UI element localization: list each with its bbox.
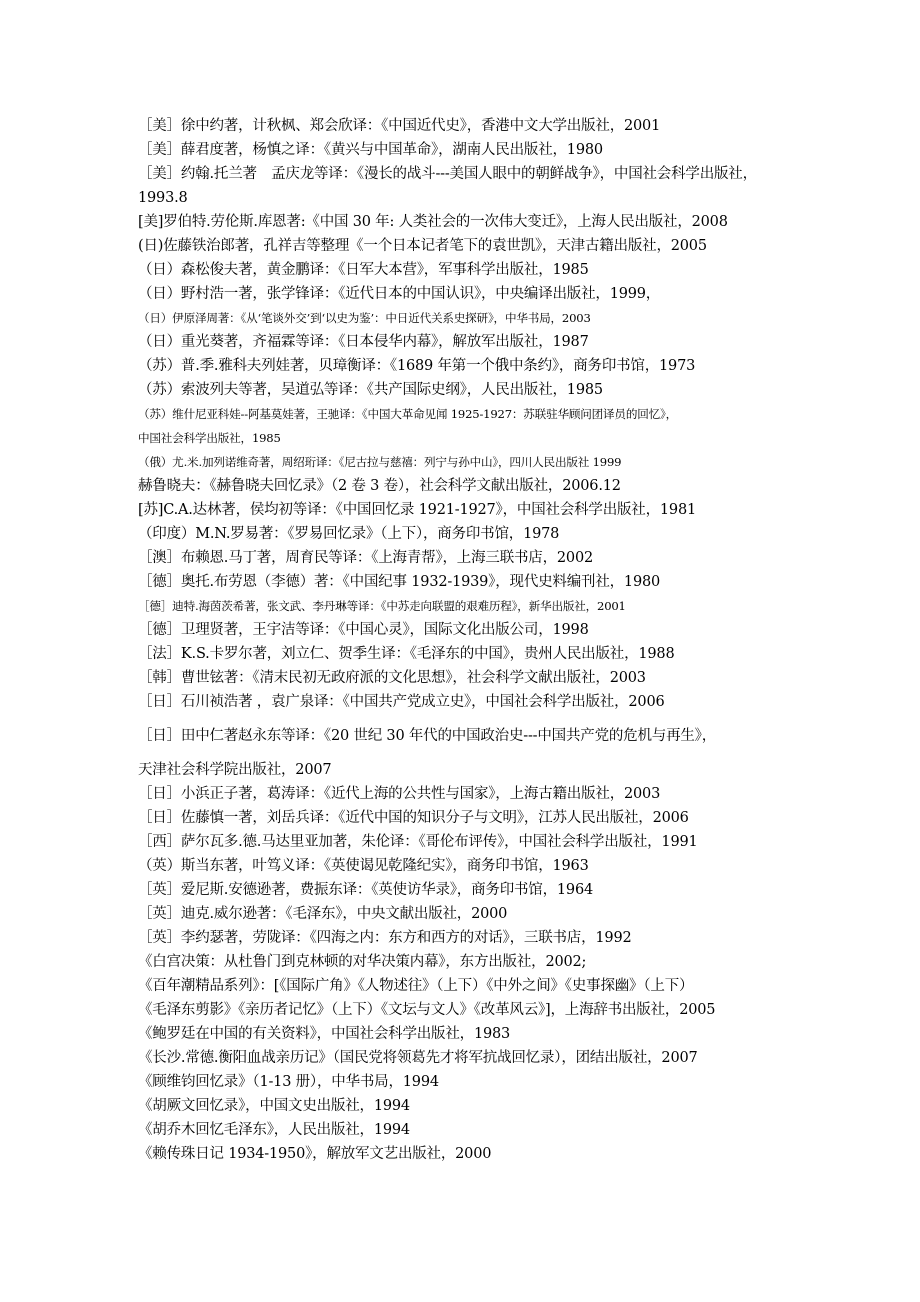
bib-entry: ［德］迪特.海茵茨希著，张文武、李丹琳等译：《中苏走向联盟的艰难历程》，新华出版社，2001 — [138, 599, 626, 613]
bib-entry: 《长沙.常德.衡阳血战亲历记》（国民党将领葛先才将军抗战回忆录），团结出版社，2007 — [138, 1050, 698, 1066]
bib-entry: [美]罗伯特.劳伦斯.库恩著:《中国 30 年: 人类社会的一次伟大变迁》，上海人民出版社，2008 — [138, 214, 728, 230]
bib-entry: ［德］奥托.布劳恩（李德）著：《中国纪事 1932-1939》，现代史料编刊社，1980 — [138, 574, 661, 590]
bib-entry: ［英］李约瑟著，劳陇译：《四海之内：东方和西方的对话》，三联书店，1992 — [138, 930, 632, 946]
bib-entry: （苏）维什尼亚科娃--阿基莫娃著，王驰译：《中国大革命见闻 1925-1927：苏联驻华顾问团译员的回忆》， — [138, 407, 677, 421]
bib-entry: 《胡厥文回忆录》，中国文史出版社，1994 — [138, 1098, 410, 1114]
bib-entry: ［英］爱尼斯.安德逊著，费振东译：《英使访华录》，商务印书馆，1964 — [138, 882, 594, 898]
bib-entry: ［英］迪克.威尔逊著：《毛泽东》，中央文献出版社，2000 — [138, 906, 508, 922]
bib-entry: 《百年潮精品系列》：[《国际广角》《人物述往》（上下）《中外之间》《史事探幽》（上下） — [138, 978, 694, 994]
bib-entry: （日）伊原泽周著：《从‘笔谈外交’到‘以史为鉴’：中日近代关系史探研》，中华书局，2003 — [138, 311, 591, 325]
bib-entry: 《鲍罗廷在中国的有关资料》，中国社会科学出版社，1983 — [138, 1026, 511, 1042]
bib-entry: ［韩］曹世铉著：《清末民初无政府派的文化思想》，社会科学文献出版社，2003 — [138, 670, 646, 686]
bib-entry: ［美］徐中约著，计秋枫、郑会欣译：《中国近代史》，香港中文大学出版社，2001 — [138, 118, 661, 134]
bib-entry: （日）野村浩一著，张学锋译：《近代日本的中国认识》，中央编译出版社，1999， — [138, 286, 661, 302]
bib-entry: 赫鲁晓夫：《赫鲁晓夫回忆录》（2 卷 3 卷），社会科学文献出版社，2006.12 — [138, 478, 621, 494]
bib-entry: ［法］K.S.卡罗尔著，刘立仁、贺季生译：《毛泽东的中国》，贵州人民出版社，1988 — [138, 646, 675, 662]
bib-entry: ［澳］布赖恩.马丁著，周育民等译：《上海青帮》，上海三联书店，2002 — [138, 550, 594, 566]
bib-entry: ［美］约翰.托兰著 孟庆龙等译：《漫长的战斗---美国人眼中的朝鲜战争》，中国社会科学出版社， 1993.8 — [138, 166, 764, 206]
bibliography-list — [138, 114, 798, 1166]
bib-entry: ［日］田中仁著赵永东等译：《20 世纪 30 年代的中国政治史---中国共产党的危机与再生》， — [138, 728, 717, 744]
bib-entry: (日)佐藤铁治郎著，孔祥吉等整理《一个日本记者笔下的袁世凯》，天津古籍出版社，2005 — [138, 238, 707, 254]
bib-entry: 《赖传珠日记 1934-1950》，解放军文艺出版社，2000 — [138, 1146, 492, 1162]
bib-entry: ［美］薛君度著，杨慎之译：《黄兴与中国革命》，湖南人民出版社，1980 — [138, 142, 603, 158]
bib-entry: [苏]C.A.达林著，侯均初等译：《中国回忆录 1921-1927》，中国社会科学出版社，1981 — [138, 502, 696, 518]
bib-entry: （苏）索波列夫等著，吴道弘等译：《共产国际史纲》，人民出版社，1985 — [138, 382, 603, 398]
bib-entry: （印度）M.N.罗易著：《罗易回忆录》（上下），商务印书馆，1978 — [138, 526, 560, 542]
bib-entry: 《胡乔木回忆毛泽东》，人民出版社，1994 — [138, 1122, 410, 1138]
bib-entry: ［西］萨尔瓦多.德.马达里亚加著，朱伦译：《哥伦布评传》，中国社会科学出版社，1991 — [138, 834, 698, 850]
bib-entry: 《白宫决策：从杜鲁门到克林顿的对华决策内幕》，东方出版社，2002; — [138, 954, 587, 970]
bib-entry: ［日］小浜正子著，葛涛译：《近代上海的公共性与国家》，上海古籍出版社，2003 — [138, 786, 661, 802]
bib-entry-continued: 《毛泽东剪影》《亲历者记忆》（上下）《文坛与文人》《改革风云》]，上海辞书出版社，2005 — [138, 1002, 716, 1018]
bib-entry: 《顾维钧回忆录》（1-13 册），中华书局，1994 — [138, 1074, 439, 1090]
bib-entry-continued: 中国社会科学出版社，1985 — [138, 431, 281, 445]
bib-entry: （俄）尤.米.加列诺维奇著，周绍珩译：《尼古拉与慈禧：列宁与孙中山》，四川人民出版社 1999 — [138, 455, 622, 469]
bib-entry-continued: 天津社会科学院出版社，2007 — [138, 762, 332, 778]
bib-entry: （英）斯当东著，叶笃义译：《英使谒见乾隆纪实》，商务印书馆，1963 — [138, 858, 589, 874]
bib-entry: （日）重光葵著，齐福霖等译：《日本侵华内幕》，解放军出版社，1987 — [138, 334, 589, 350]
bib-entry: （日）森松俊夫著，黄金鹏译：《日军大本营》，军事科学出版社，1985 — [138, 262, 589, 278]
bib-entry: （苏）普.季.雅科夫列娃著，贝璋衡译：《1689 年第一个俄中条约》，商务印书馆，1973 — [138, 358, 696, 374]
bib-entry: ［日］佐藤慎一著，刘岳兵译：《近代中国的知识分子与文明》，江苏人民出版社，2006 — [138, 810, 689, 826]
bib-entry: ［德］卫理贤著，王宇洁等译：《中国心灵》，国际文化出版公司，1998 — [138, 622, 589, 638]
bib-entry: ［日］石川祯浩著 ，袁广泉译：《中国共产党成立史》，中国社会科学出版社，2006 — [138, 694, 665, 710]
